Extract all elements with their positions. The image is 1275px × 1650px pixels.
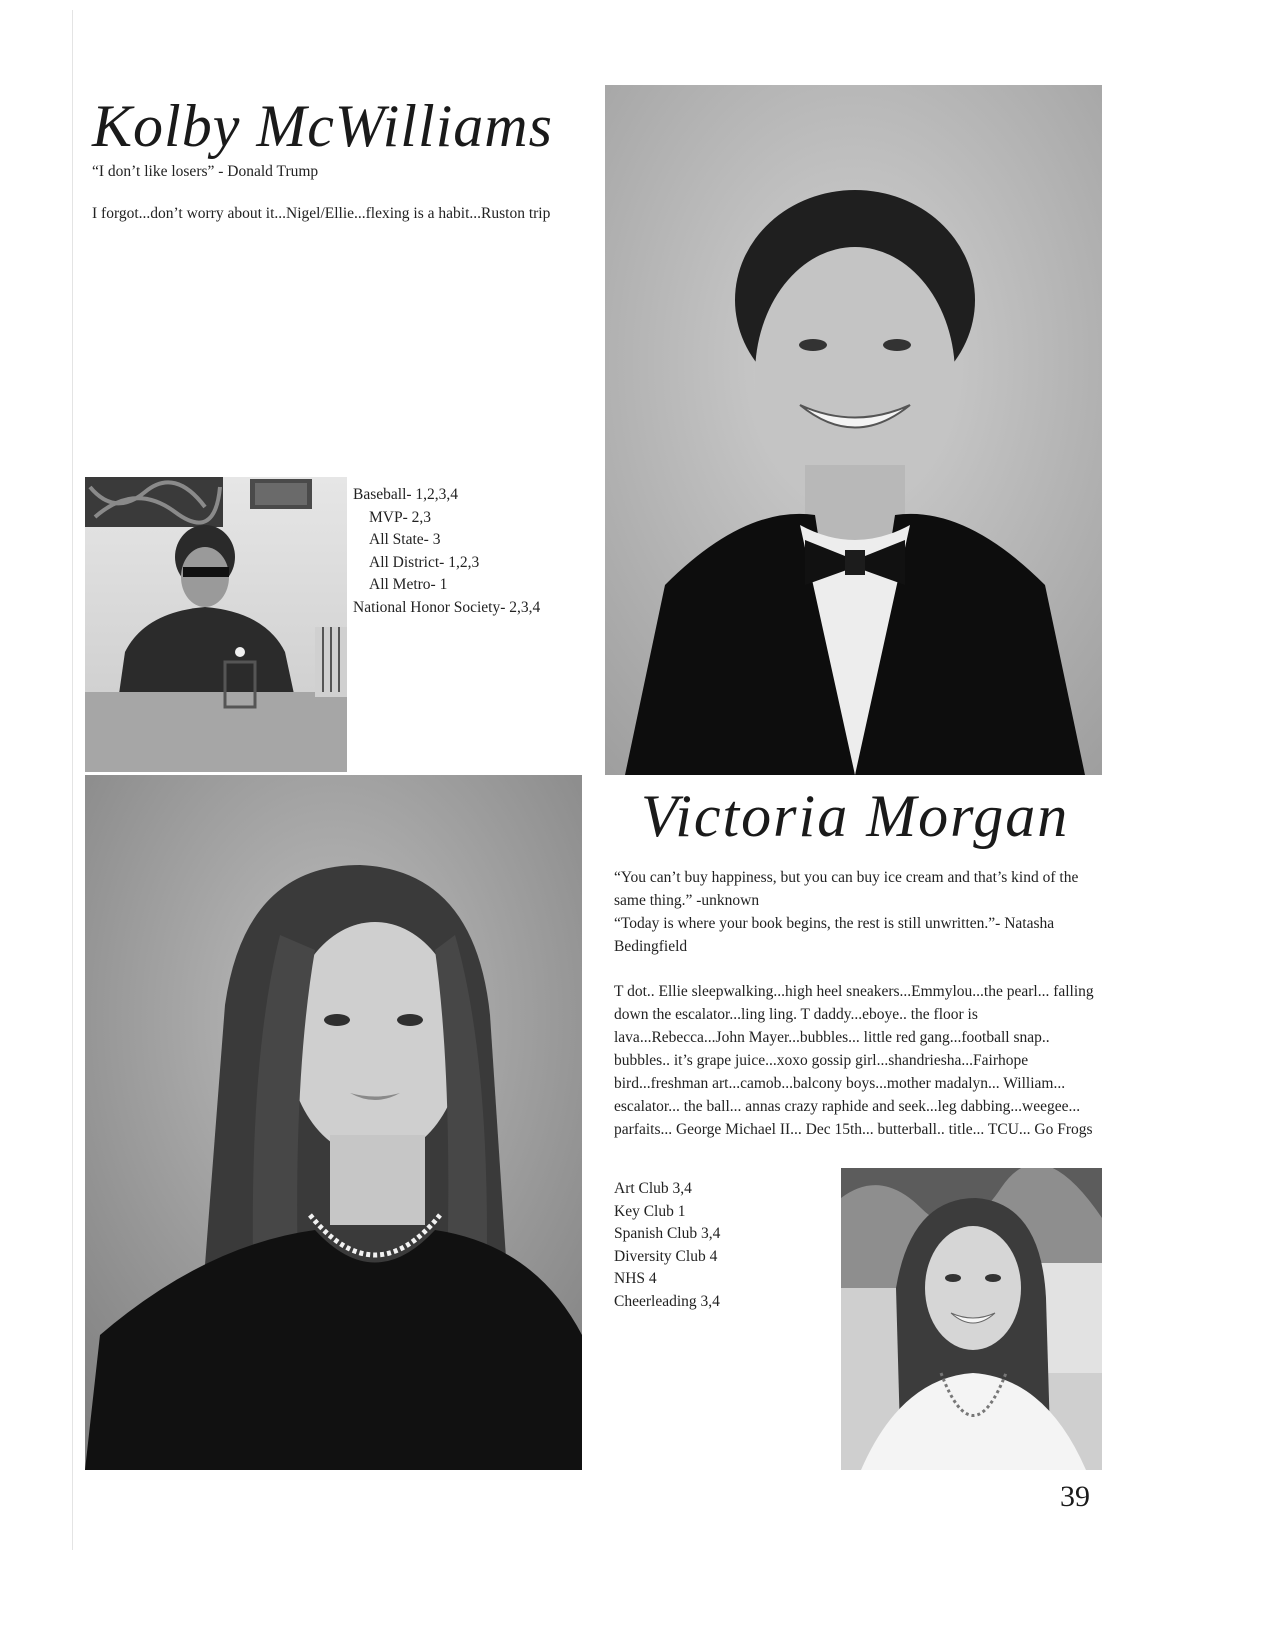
- victoria-quote-2: “Today is where your book begins, the rest is still unwritten.”- Natasha Bedingfield: [614, 915, 1055, 955]
- kolby-candid-photo: [85, 477, 347, 772]
- victoria-candid-photo: [841, 1168, 1102, 1470]
- victoria-portrait-photo: [85, 775, 582, 1470]
- kolby-portrait-photo: [605, 85, 1102, 775]
- kolby-memories: I forgot...don’t worry about it...Nigel/Ellie...flexing is a habit...Ruston trip: [92, 205, 551, 222]
- activity-item: Key Club 1: [614, 1202, 686, 1220]
- kolby-activities: [353, 484, 540, 619]
- victoria-quote-1: “You can’t buy happiness, but you can buy ice cream and that’s kind of the same thing.” -unknown: [614, 869, 1079, 909]
- activity-item: Baseball- 1,2,3,4: [353, 486, 459, 503]
- activity-item: NHS 4: [614, 1270, 657, 1287]
- activity-item: Diversity Club 4: [614, 1247, 718, 1265]
- activity-item: Spanish Club 3,4: [614, 1225, 721, 1242]
- student-name-kolby: Kolby McWilliams: [92, 93, 553, 159]
- victoria-activities: [614, 1178, 720, 1313]
- activity-item: Art Club 3,4: [614, 1180, 692, 1197]
- kolby-quote: “I don’t like losers” - Donald Trump: [92, 163, 319, 180]
- student-name-victoria: Victoria Morgan: [641, 783, 1070, 849]
- activity-item: All State- 3: [369, 531, 441, 548]
- page-binding-line: [72, 10, 73, 1550]
- victoria-memories: T dot.. Ellie sleepwalking...high heel sneakers...Emmylou...the pearl... falling down the escalator...ling ling. T daddy...eboye.. the floor is lava...Rebecca...John Mayer...bubbles... little red gang...football snap.. bubbles.. it’s grape juice...xoxo gossip girl...shandriesha...Fairhope bird...freshman art...camob...balcony boys...mother madalyn... William... escalator... the ball... annas crazy raphide and seek...leg dabbing...weegee... parfaits... George Michael II... Dec 15th... butterball.. title... TCU... Go Frogs: [614, 983, 1094, 1138]
- activity-item: All District- 1,2,3: [369, 553, 480, 571]
- activity-item: National Honor Society- 2,3,4: [353, 598, 541, 616]
- activity-item: All Metro- 1: [369, 576, 448, 593]
- activity-item: Cheerleading 3,4: [614, 1292, 720, 1310]
- activity-item: MVP- 2,3: [369, 508, 432, 526]
- page-number: 39: [1060, 1480, 1090, 1513]
